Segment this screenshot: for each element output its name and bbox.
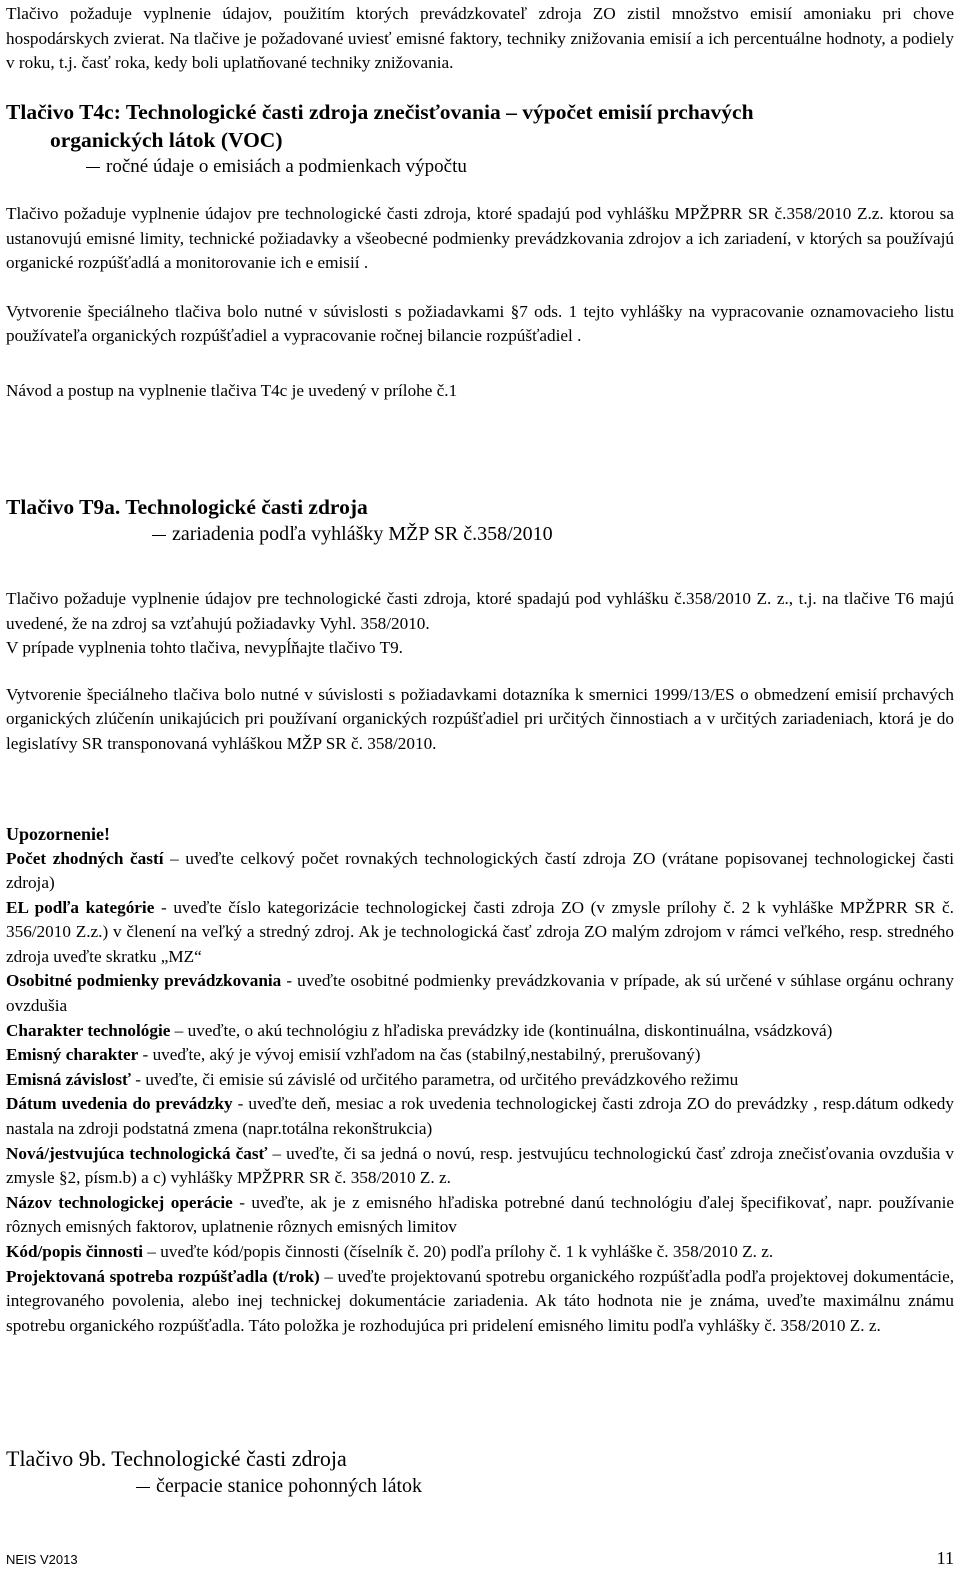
definition-item (6, 1043, 954, 1068)
definition-item (6, 847, 954, 896)
t9a-subtitle: zariadenia podľa vyhlášky MŽP SR č.358/2010 (6, 521, 954, 547)
definition-term: Kód/popis činnosti (6, 1242, 144, 1261)
definition-text: - uveďte, či emisie sú závislé od určitého parametra, od určitého prevádzkového režimu (131, 1069, 739, 1089)
definition-term: Projektovaná spotreba rozpúšťadla (t/rok) (6, 1266, 320, 1286)
definition-term: Charakter technológie (6, 1020, 171, 1040)
definition-term: Dátum uvedenia do prevádzky (6, 1094, 233, 1114)
definition-item (6, 1019, 954, 1044)
definition-text: - uveďte osobitné podmienky prevádzkovania v prípade, ak sú určené v súhlase orgánu ochrany ovzdušia (6, 971, 954, 1016)
t9b-section (6, 1445, 954, 1499)
t4c-paragraph-2: Vytvorenie špeciálneho tlačiva bolo nutné v súvislosti s požiadavkami §7 ods. 1 tejto vyhlášky na vypracovanie oznamovacieho listu používateľa organických rozpúšťadiel a vypracovanie ročnej bilancie rozpúšťadiel . (6, 301, 954, 345)
t4c-title-line1: Tlačivo T4c: Technologické časti zdroja znečisťovania – výpočet emisií prchavých (6, 100, 754, 124)
definition-item (6, 1092, 954, 1141)
definition-term: Emisná závislosť (6, 1069, 131, 1089)
definition-term: Emisný charakter (6, 1045, 139, 1065)
definition-text: – uveďte, o akú technológiu z hľadiska prevádzky ide (kontinuálna, diskontinuálna, vsádzková) (170, 1020, 833, 1040)
definition-item (6, 896, 954, 970)
warning-section (6, 822, 954, 1338)
definition-item (6, 1068, 954, 1093)
definition-term: Názov technologickej operácie (6, 1192, 233, 1212)
footer-label: NEIS V2013 (6, 1552, 78, 1567)
t4c-title-line2: organických látok (VOC) (50, 128, 283, 152)
definition-term: Počet zhodných častí (6, 848, 164, 868)
t9b-title: Tlačivo 9b. Technologické časti zdroja (6, 1446, 347, 1471)
definition-term: EL podľa kategórie (6, 897, 155, 917)
dash-icon (136, 1487, 150, 1489)
warning-heading: Upozornenie! (6, 824, 110, 844)
page-number: 11 (936, 1548, 954, 1568)
definition-term: Nová/jestvujúca technologická časť (6, 1143, 268, 1163)
t9a-paragraph-2: Vytvorenie špeciálneho tlačiva bolo nutné v súvislosti s požiadavkami dotazníka k smernici 1999/13/ES o obmedzení emisií prchavých organických zlúčenín unikajúcich pri používaní organických rozpúšťadiel pri určitých činnostiach a v určitých zariadeniach, ktorá je do legislatívy SR transponovaná vyhláškou MŽP SR č. 358/2010. (6, 684, 954, 753)
definition-text: – uveďte, či sa jedná o novú, resp. jestvujúcu technologickú časť zdroja znečisťovania ovzdušia v zmysle §2, písm.b) a c) vyhlášky MPŽPRR SR č. 358/2010 Z. z. (6, 1143, 954, 1188)
definition-term: Osobitné podmienky prevádzkovania (6, 971, 282, 991)
t4c-paragraph-3: Návod a postup na vyplnenie tlačiva T4c je uvedený v prílohe č.1 (6, 380, 458, 400)
definition-text: – uveďte celkový počet rovnakých technologických častí zdroja ZO (vrátane popisovanej technologickej časti zdroja) (6, 848, 954, 893)
t4c-section (6, 98, 954, 403)
t4c-subtitle: ročné údaje o emisiách a podmienkach výpočtu (6, 154, 954, 180)
definition-text: - uveďte, aký je vývoj emisií vzhľadom na čas (stabilný,nestabilný, prerušovaný) (138, 1045, 701, 1065)
intro-paragraph: Tlačivo požaduje vyplnenie údajov, použitím ktorých prevádzkovateľ zdroja ZO zistil množstvo emisií amoniaku pri chove hospodárskych zvierat. Na tlačive je požadované uviesť emisné faktory, techniky znižovania emisií a ich percentuálne hodnoty, a podiely v roku, t.j. časť roka, kedy boli uplatňované techniky znižovania. (6, 4, 954, 72)
definition-text: – uveďte kód/popis činnosti (číselník č. 20) podľa prílohy č. 1 k vyhláške č. 358/2010 Z. z. (143, 1242, 774, 1261)
definition-item (6, 1191, 954, 1240)
dash-icon (86, 167, 100, 169)
definition-item (6, 1142, 954, 1191)
definition-text: - uveďte číslo kategorizácie technologickej časti zdroja ZO (v zmysle prílohy č. 2 k vyhláške MPŽPRR SR č. 356/2010 Z.z.) v členení na veľký a stredný zdroj. Ak je technologická časť zdroja ZO malým zdrojom v rámci veľkého, resp. stredného zdroja uveďte skratku „MZ“ (6, 897, 954, 966)
t9a-paragraph-1: Tlačivo požaduje vyplnenie údajov pre technologické časti zdroja, ktoré spadajú pod vyhlášku č.358/2010 Z. z., t.j. na tlačive T6 majú uvedené, že na zdroj sa vzťahujú požiadavky Vyhl. 358/2010. (6, 589, 954, 633)
dash-icon (152, 535, 166, 537)
definition-item (6, 969, 954, 1018)
t9b-subtitle: čerpacie stanice pohonných látok (6, 1473, 954, 1499)
warning-list (6, 847, 954, 1339)
t9a-paragraph-1b: V prípade vyplnenia tohto tlačiva, nevypĺňajte tlačivo T9. (6, 638, 403, 657)
definition-text: - uveďte, ak je z emisného hľadiska potrebné danú technológiu ďalej špecifikovať, napr. používanie rôznych emisných faktorov, uplatnenie rôznych emisných limitov (6, 1192, 954, 1237)
t4c-paragraph-1: Tlačivo požaduje vyplnenie údajov pre technologické časti zdroja, ktoré spadajú pod vyhlášku MPŽPRR SR č.358/2010 Z.z. ktorou sa ustanovujú emisné limity, technické požiadavky a všeobecné podmienky prevádzkovania zdrojov a ich zariadení, v ktorých sa používajú organické rozpúšťadlá a monitorovanie ich e emisií . (6, 204, 954, 272)
definition-text: – uveďte projektovanú spotrebu organického rozpúšťadla podľa projektovej dokumentácie, integrovaného povolenia, alebo inej technickej dokumentácie zariadenia. Ak táto hodnota nie je známa, uveďte maximálnu známu spotrebu organického rozpúšťadla. Táto položka je rozhodujúca pri pridelení emisného limitu podľa vyhlášky č. 358/2010 Z. z. (6, 1266, 954, 1335)
definition-item (6, 1265, 954, 1339)
definition-text: - uveďte deň, mesiac a rok uvedenia technologickej časti zdroja ZO do prevádzky , resp.dátum odkedy nastala na zdroji podstatná zmena (napr.totálna rekonštrukcia) (6, 1094, 954, 1139)
t9a-section (6, 493, 954, 756)
t4c-title (6, 98, 954, 154)
t9a-title: Tlačivo T9a. Technologické časti zdroja (6, 495, 368, 519)
definition-item (6, 1240, 954, 1265)
intro-section (6, 2, 954, 76)
